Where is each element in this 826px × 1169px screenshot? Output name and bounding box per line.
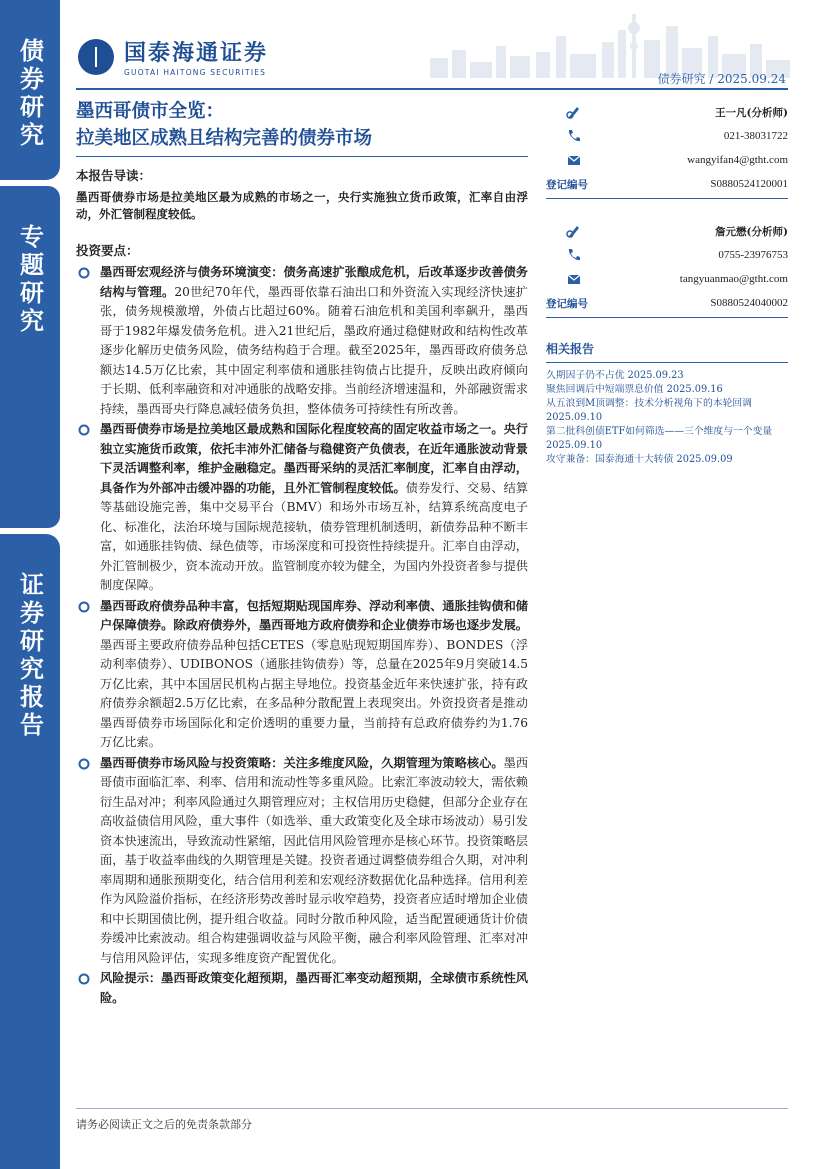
analyst-card: [546, 219, 788, 318]
analyst-divider: [546, 198, 788, 199]
analyst-divider: [546, 317, 788, 318]
key-point: [76, 754, 528, 969]
pen-icon: [566, 223, 582, 239]
sidebar-segment-special-research: 专题研究: [0, 186, 60, 528]
risk-warning: [76, 969, 528, 1008]
registration-label: 登记编号: [546, 178, 588, 191]
report-title: [76, 98, 536, 152]
analyst-phone: 021-38031722: [723, 130, 788, 142]
title-line-2: 拉美地区成熟且结构完善的债券市场: [76, 128, 373, 149]
bullet-icon: [78, 601, 90, 613]
disclaimer-notice: 请务必阅读正文之后的免责条款部分: [76, 1118, 252, 1131]
key-point: [76, 420, 528, 596]
logo-english-name: GUOTAI HAITONG SECURITIES: [124, 68, 267, 77]
related-reports-list: [546, 369, 788, 467]
risk-warning-text: 风险提示：墨西哥政策变化超预期，墨西哥汇率变动超预期，全球债市系统性风险。: [100, 971, 528, 1005]
key-point-body: 墨西哥主要政府债券品种包括CETES（零息贴现短期国库券）、BONDES（浮动利率债券）、UDIBONOS（通胀挂钩债券）等，总量在2025年9月突破14.5万亿比索，其中本国居民机构占据主导地位。投资基金近年来快速扩张，持有政府债券余额超2.5万亿比索，在多品种分散配置上表现突出。外资投资者是推动墨西哥债券市场国际化和定价透明的重要力量，当前持有总政府债券约为1.76万亿比索。: [100, 637, 528, 749]
key-point: [76, 597, 528, 753]
title-line-1: 墨西哥债市全览：: [76, 101, 225, 122]
key-point-lead: 墨西哥债券市场是拉美地区最成熟和国际化程度较高的固定收益市场之一。央行独立实施货币政策，依托丰沛外汇储备与稳健资产负债表，在近年通胀波动背景下灵活调整利率，维护金融稳定。墨西哥采纳的灵活汇率制度，汇率自由浮动，具备作为外部冲击缓冲器的功能，且外汇管制程度较低。: [100, 422, 528, 495]
related-report-item[interactable]: 从五浪到M顶调整：技术分析视角下的本轮回调 2025.09.10: [546, 398, 752, 423]
key-points-label: 投资要点：: [76, 243, 139, 258]
related-reports-title: 相关报告: [546, 340, 788, 363]
key-point-lead: 墨西哥政府债券品种丰富，包括短期贴现国库券、浮动利率债、通胀挂钩债和储户保障债券。除政府债券外，墨西哥地方政府债券和企业债券市场也逐步发展。: [100, 598, 528, 632]
key-point-lead: 墨西哥债券市场风险与投资策略：关注多维度风险，久期管理为策略核心。: [100, 755, 504, 770]
analyst-name: 王一凡(分析师): [715, 106, 788, 119]
bullet-icon: [78, 267, 90, 279]
bullet-icon: [78, 973, 90, 985]
logo-mark-icon: [76, 37, 116, 77]
sidebar-segment-bond-research: 债券研究: [0, 0, 60, 180]
key-point-body: 20世纪70年代，墨西哥依靠石油出口和外资流入实现经济快速扩张，债务规模激增，外债占比超过60%。随着石油危机和美国利率飙升，墨西哥于1982年爆发债务危机。进入21世纪后，墨政府通过稳健财政和结构性改革逐步化解历史债务风险，债务结构趋于合理。截至2025年，墨西哥政府债务总额达14.5万亿比索，其中固定利率债和通胀挂钩债占比提升，反映出政府倾向于长期、低利率融资和对冲通胀的战略安排。当前经济增速温和，外部融资需求持续，墨西哥央行降息减轻债务负担，整体债务可持续性有所改善。: [100, 284, 528, 416]
intro-label: 本报告导读：: [76, 168, 152, 183]
analyst-email[interactable]: tangyuanmao@gtht.com: [679, 273, 788, 285]
related-report-item[interactable]: 第二批科创债ETF如何筛选——三个维度与一个变量 2025.09.10: [546, 426, 773, 451]
title-divider: [76, 156, 528, 157]
related-report-item[interactable]: 攻守兼备：国泰海通十大转债 2025.09.09: [546, 454, 733, 465]
email-icon: [566, 271, 582, 287]
key-point-lead: 墨西哥宏观经济与债务环境演变：债务高速扩张酿成危机，后改革逐步改善债务结构与管理。: [100, 265, 528, 299]
bullet-icon: [78, 758, 90, 770]
related-report-item[interactable]: 聚焦回调后中短端票息价值 2025.09.16: [546, 384, 723, 395]
email-icon: [566, 152, 582, 168]
intro-text: 墨西哥债券市场是拉美地区最为成熟的市场之一，央行实施独立货币政策，汇率自由浮动，外汇管制程度较低。: [76, 190, 528, 221]
analyst-name: 詹元懋(分析师): [715, 225, 788, 238]
logo-chinese-name: 国泰海通证券: [124, 41, 269, 66]
key-point-body: 墨西哥债市面临汇率、利率、信用和流动性等多重风险。比索汇率波动较大，需依赖衍生品对冲；利率风险通过久期管理应对；主权信用历史稳健，但部分企业存在高收益债信用风险，重大事件（如选举、重大政策变化及全球市场波动）易引发资本快速流出，导致流动性紧缩，因此信用风险管理亦是核心环节。投资策略层面，基于收益率曲线的久期管理是关键。投资者通过调整债券组合久期，对冲利率周期和通胀预期变化，结合信用利差和宏观经济数据优化品种选择。信用利差作为风险溢价指标，在经济形势改善时显示收窄趋势，投资者应适时增加企业债和中长期国债比例，提升组合收益。同时分散币种风险，适当配置硬通货计价债券缓冲比索波动。组合构建强调收益与风险平衡，融合利率风险管理、汇率对冲与信用风险评估，实现多维度资产配置优化。: [100, 755, 529, 965]
analyst-phone: 0755-23976753: [718, 249, 788, 261]
bullet-icon: [78, 424, 90, 436]
city-skyline-icon: [420, 6, 800, 78]
registration-number: S0880524120001: [710, 178, 788, 190]
header-divider: [76, 88, 788, 90]
phone-icon: [566, 247, 582, 263]
pen-icon: [566, 104, 582, 120]
phone-icon: [566, 128, 582, 144]
analyst-card: [546, 100, 788, 199]
registration-number: S0880524040002: [710, 297, 788, 309]
registration-label: 登记编号: [546, 297, 588, 310]
key-point-body: 债券发行、交易、结算等基础设施完善，集中交易平台（BMV）和场外市场互补，结算系统高度电子化、标准化，法治环境与国际规范接轨，债券管理机制透明，新债券品种不断丰富，如通胀挂钩债、绿色债等，市场深度和可投资性持续提升。汇率自由浮动，外汇管制极少，资本流动开放。监管制度亦较为健全，为国内外投资者参与提供制度保障。: [100, 480, 529, 592]
right-column: [546, 100, 788, 467]
related-report-item[interactable]: 久期因子仍不占优 2025.09.23: [546, 370, 684, 381]
company-logo: [76, 36, 268, 77]
left-sidebar: [0, 0, 60, 1169]
footer-divider: [76, 1108, 788, 1109]
main-content: [76, 166, 528, 1009]
analyst-email[interactable]: wangyifan4@gtht.com: [687, 154, 788, 166]
key-point: [76, 263, 528, 419]
report-category-date: 债券研究 / 2025.09.24: [657, 72, 786, 86]
sidebar-segment-securities-report: 证券研究报告: [0, 534, 60, 1169]
